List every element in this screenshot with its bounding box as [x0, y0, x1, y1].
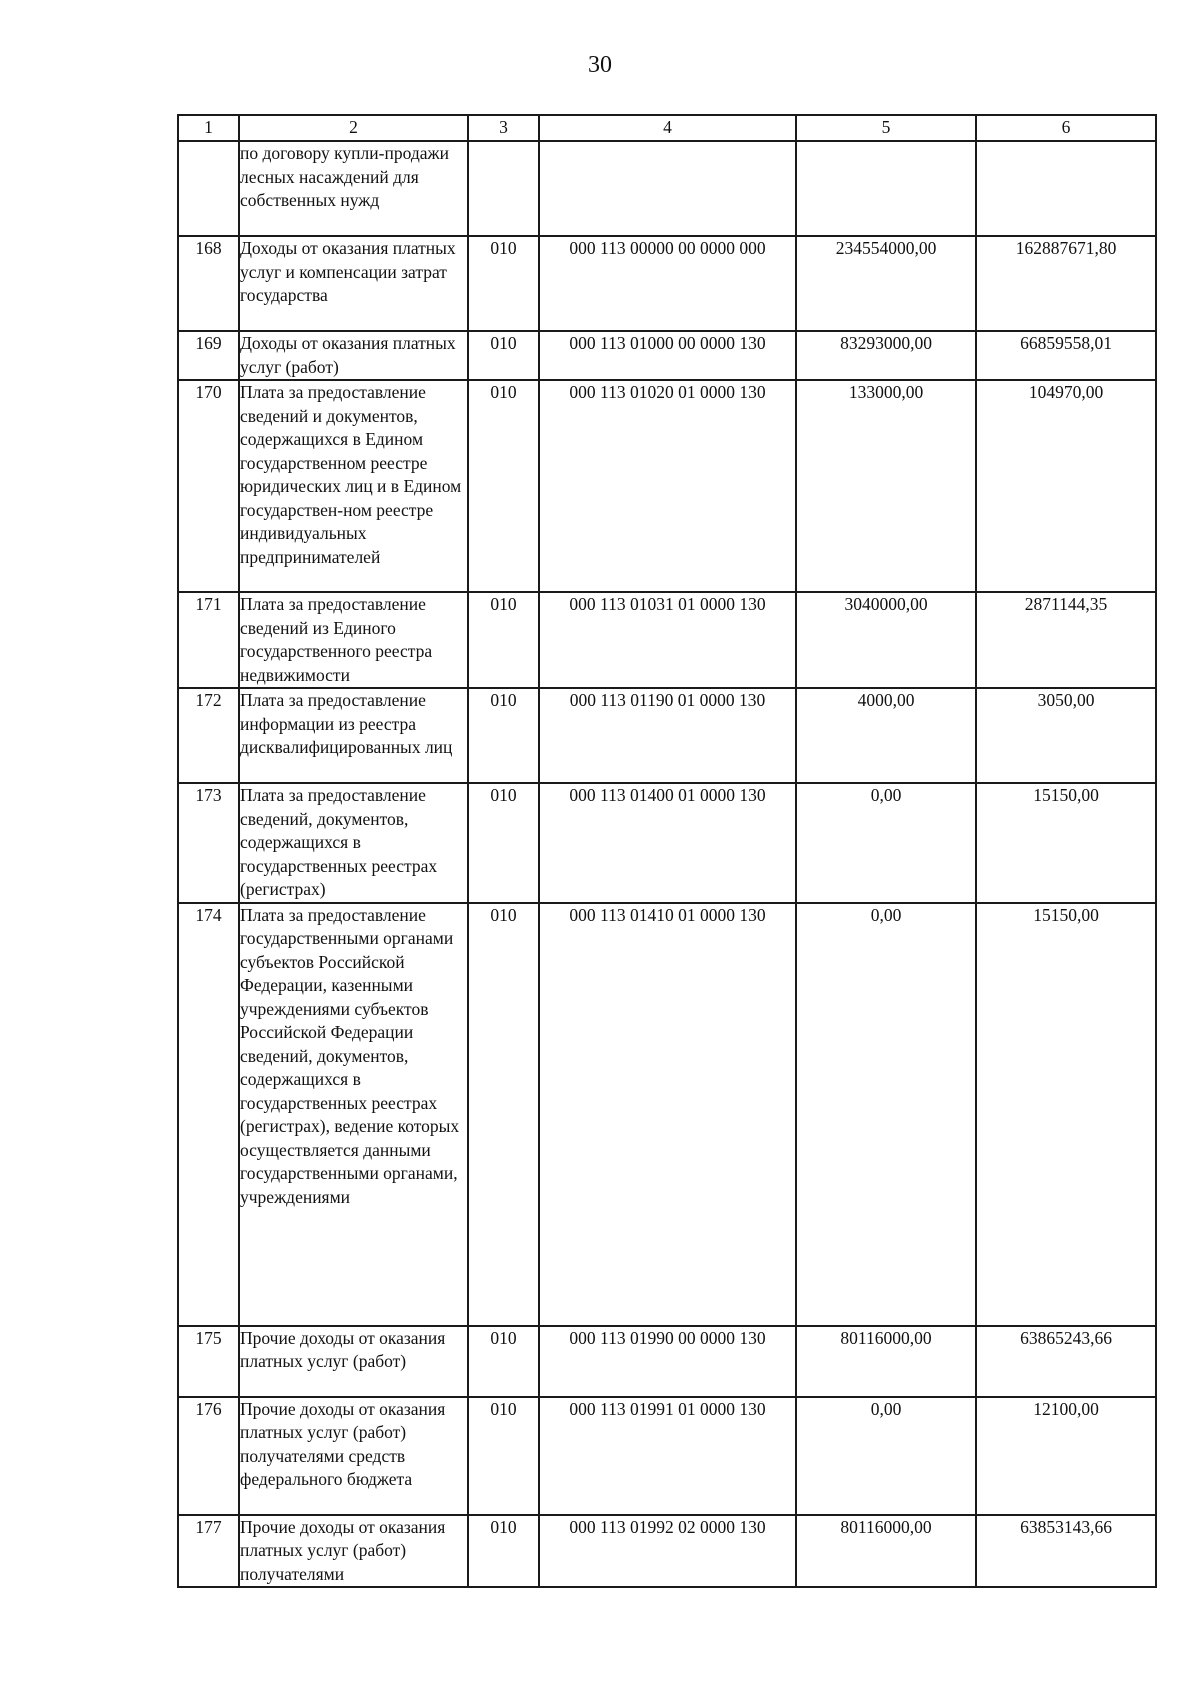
row-budget-code: 000 113 01991 01 0000 130 [539, 1397, 796, 1515]
row-actual-amount: 15150,00 [976, 903, 1156, 1326]
row-admin-code: 010 [468, 236, 539, 331]
row-admin-code: 010 [468, 783, 539, 903]
row-actual-amount: 162887671,80 [976, 236, 1156, 331]
row-admin-code [468, 141, 539, 236]
header-cell: 1 [178, 115, 239, 141]
row-number: 173 [178, 783, 239, 903]
row-budget-code: 000 113 01190 01 0000 130 [539, 688, 796, 783]
row-budget-code: 000 113 01031 01 0000 130 [539, 592, 796, 688]
table-row [178, 141, 1156, 236]
row-budget-code: 000 113 01410 01 0000 130 [539, 903, 796, 1326]
row-budget-code: 000 113 01020 01 0000 130 [539, 380, 796, 592]
row-name: Прочие доходы от оказания платных услуг (работ) [239, 1326, 468, 1397]
row-name: Доходы от оказания платных услуг и компенсации затрат государства [239, 236, 468, 331]
row-number: 174 [178, 903, 239, 1326]
row-budget-code: 000 113 00000 00 0000 000 [539, 236, 796, 331]
row-actual-amount: 66859558,01 [976, 331, 1156, 380]
table-row [178, 380, 1156, 592]
row-number [178, 141, 239, 236]
row-name: по договору купли-продажи лесных насаждений для собственных нужд [239, 141, 468, 236]
row-admin-code: 010 [468, 592, 539, 688]
table-row [178, 783, 1156, 903]
row-planned-amount: 0,00 [796, 1397, 976, 1515]
row-name: Плата за предоставление сведений, документов, содержащихся в государственных реестрах (регистрах) [239, 783, 468, 903]
row-number: 170 [178, 380, 239, 592]
row-number: 171 [178, 592, 239, 688]
table-row [178, 1326, 1156, 1397]
row-actual-amount: 3050,00 [976, 688, 1156, 783]
table-row [178, 903, 1156, 1326]
row-planned-amount: 83293000,00 [796, 331, 976, 380]
header-cell: 6 [976, 115, 1156, 141]
row-number: 177 [178, 1515, 239, 1588]
row-admin-code: 010 [468, 1515, 539, 1588]
row-admin-code: 010 [468, 1326, 539, 1397]
row-name: Доходы от оказания платных услуг (работ) [239, 331, 468, 380]
row-planned-amount [796, 141, 976, 236]
table-header-row [178, 115, 1156, 141]
table-row [178, 331, 1156, 380]
row-planned-amount: 4000,00 [796, 688, 976, 783]
row-planned-amount: 133000,00 [796, 380, 976, 592]
row-number: 168 [178, 236, 239, 331]
revenue-table [177, 114, 1157, 1588]
row-planned-amount: 80116000,00 [796, 1326, 976, 1397]
row-planned-amount: 234554000,00 [796, 236, 976, 331]
row-planned-amount: 0,00 [796, 783, 976, 903]
row-actual-amount: 15150,00 [976, 783, 1156, 903]
row-name: Плата за предоставление информации из реестра дисквалифицированных лиц [239, 688, 468, 783]
row-name: Прочие доходы от оказания платных услуг (работ) получателями [239, 1515, 468, 1588]
row-name: Плата за предоставление сведений из Единого государственного реестра недвижимости [239, 592, 468, 688]
row-actual-amount [976, 141, 1156, 236]
row-admin-code: 010 [468, 331, 539, 380]
row-name: Плата за предоставление государственными органами субъектов Российской Федерации, казенными учреждениями субъектов Российской Федерации сведений, документов, содержащихся в государственных реестрах (регистрах), ведение которых осуществляется данными государственными органами, учреждениями [239, 903, 468, 1326]
header-cell: 4 [539, 115, 796, 141]
header-cell: 5 [796, 115, 976, 141]
row-actual-amount: 63853143,66 [976, 1515, 1156, 1588]
row-budget-code: 000 113 01992 02 0000 130 [539, 1515, 796, 1588]
row-number: 169 [178, 331, 239, 380]
row-admin-code: 010 [468, 903, 539, 1326]
page-number: 30 [588, 52, 612, 78]
row-budget-code: 000 113 01990 00 0000 130 [539, 1326, 796, 1397]
row-name: Прочие доходы от оказания платных услуг (работ) получателями средств федерального бюджета [239, 1397, 468, 1515]
row-number: 176 [178, 1397, 239, 1515]
row-budget-code: 000 113 01400 01 0000 130 [539, 783, 796, 903]
table-row [178, 1515, 1156, 1588]
table-row [178, 688, 1156, 783]
row-budget-code: 000 113 01000 00 0000 130 [539, 331, 796, 380]
row-actual-amount: 63865243,66 [976, 1326, 1156, 1397]
row-budget-code [539, 141, 796, 236]
row-number: 172 [178, 688, 239, 783]
header-cell: 2 [239, 115, 468, 141]
row-actual-amount: 104970,00 [976, 380, 1156, 592]
row-admin-code: 010 [468, 380, 539, 592]
table-row [178, 1397, 1156, 1515]
table-row [178, 236, 1156, 331]
row-planned-amount: 0,00 [796, 903, 976, 1326]
row-number: 175 [178, 1326, 239, 1397]
row-planned-amount: 3040000,00 [796, 592, 976, 688]
row-name: Плата за предоставление сведений и документов, содержащихся в Едином государственном реестре юридических лиц и в Едином государствен-ном реестре индивидуальных предпринимателей [239, 380, 468, 592]
table-row [178, 592, 1156, 688]
row-planned-amount: 80116000,00 [796, 1515, 976, 1588]
row-actual-amount: 12100,00 [976, 1397, 1156, 1515]
header-cell: 3 [468, 115, 539, 141]
row-admin-code: 010 [468, 688, 539, 783]
row-admin-code: 010 [468, 1397, 539, 1515]
row-actual-amount: 2871144,35 [976, 592, 1156, 688]
